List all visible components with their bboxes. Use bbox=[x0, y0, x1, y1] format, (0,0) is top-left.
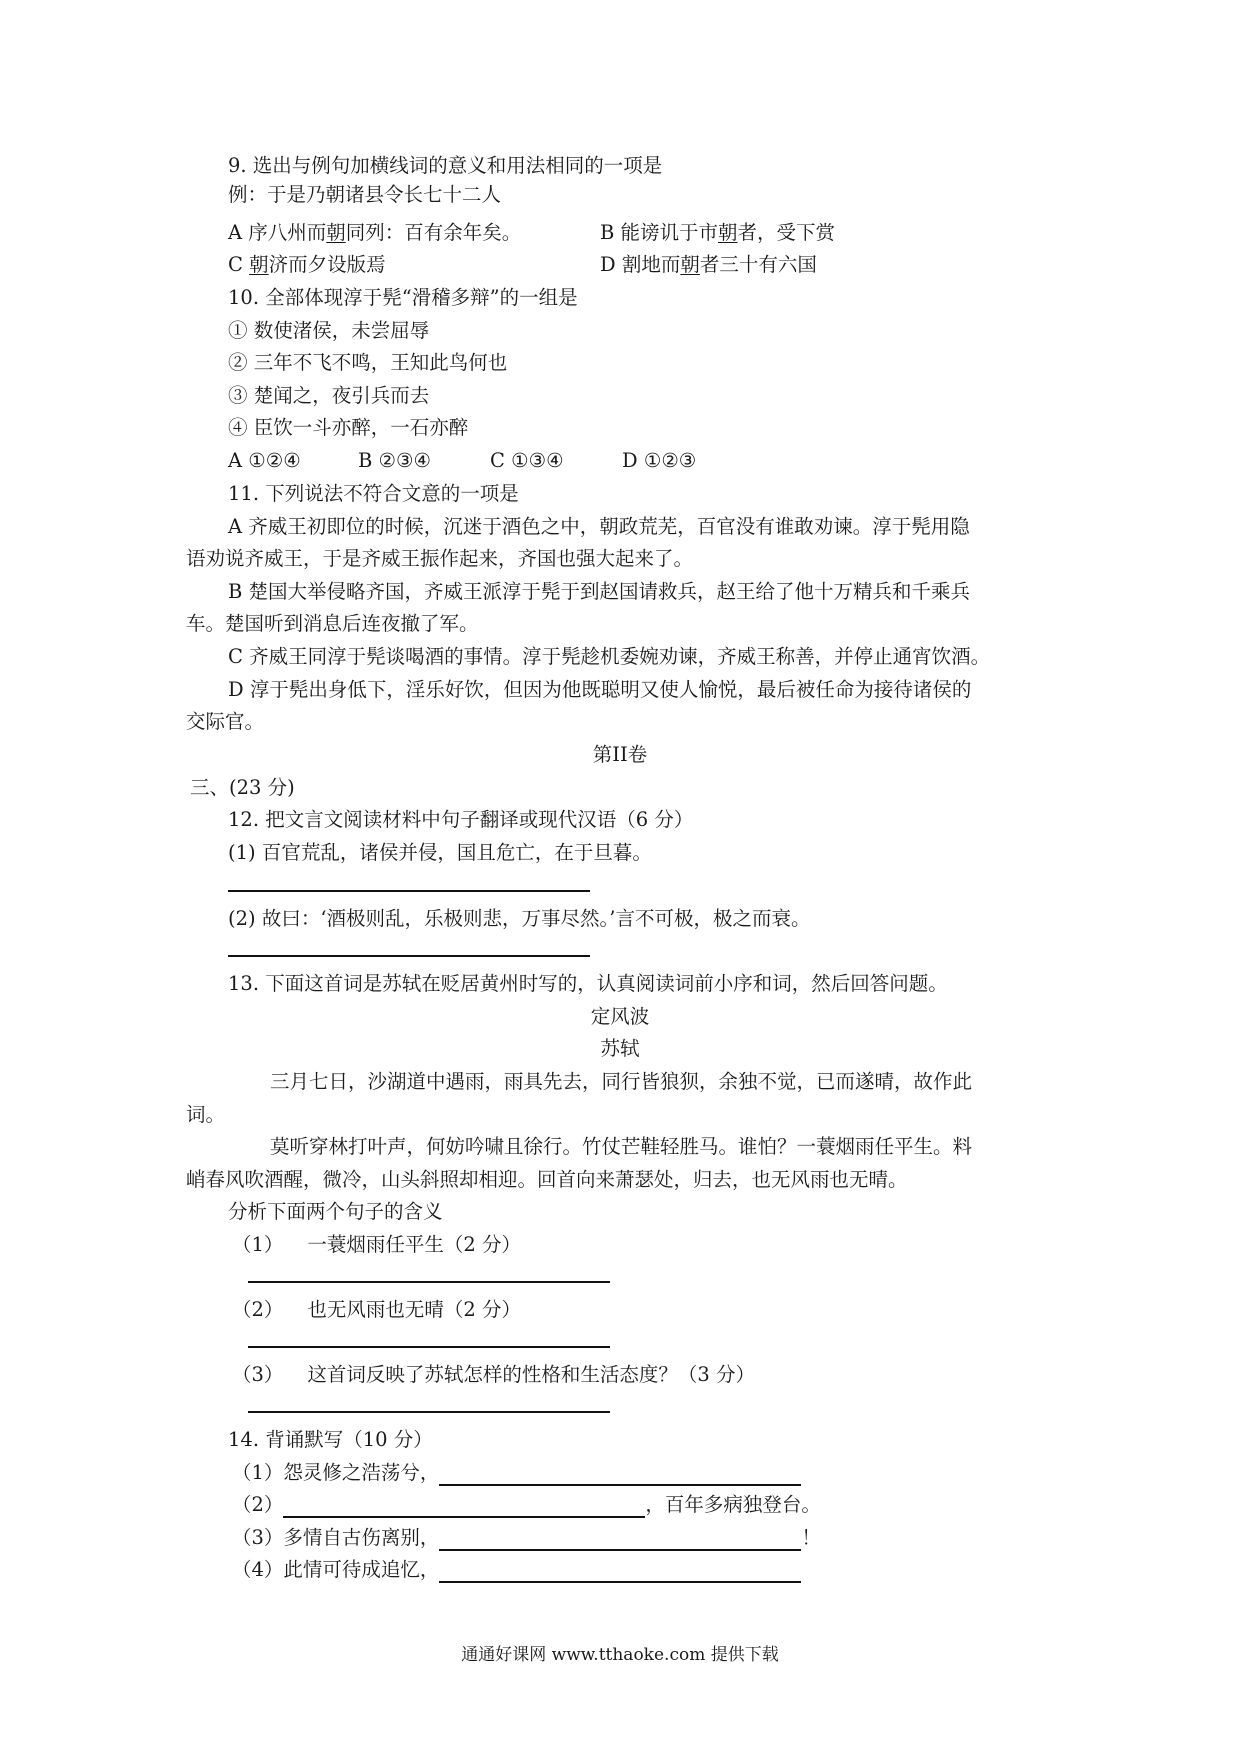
poem-preface: 三月七日，沙湖道中遇雨，雨具先去，同行皆狼狈，余独不觉，已而遂晴，故作此 bbox=[270, 1070, 973, 1093]
part2-title: 第II卷 bbox=[592, 743, 648, 766]
q9-option-c: C 朝济而夕设版焉 bbox=[228, 253, 386, 276]
q11-option-b-cont: 车。楚国听到消息后连夜撤了军。 bbox=[186, 612, 479, 635]
q9-option-b: B 能谤讥于市朝者，受下赏 bbox=[600, 221, 836, 244]
q10-option-a: A ①②④ bbox=[228, 449, 301, 472]
poem-author: 苏轼 bbox=[600, 1037, 640, 1060]
poem-text-cont: 峭春风吹酒醒，微冷，山头斜照却相迎。回首向来萧瑟处，归去，也无风雨也无晴。 bbox=[186, 1168, 908, 1191]
q10-option-c: C ①③④ bbox=[490, 449, 564, 472]
q14-line-3: （3）多情自古伤离别， ！ bbox=[232, 1526, 821, 1549]
poem-text: 莫听穿林打叶声，何妨吟啸且徐行。竹仗芒鞋轻胜马。谁怕？一蓑烟雨任平生。料 bbox=[270, 1135, 973, 1158]
q14-line-1: （1）怨灵修之浩荡兮， bbox=[232, 1460, 801, 1486]
q11-option-b: B 楚国大举侵略齐国，齐威王派淳于髡于到赵国请救兵，赵王给了他十万精兵和千乘兵 bbox=[228, 580, 971, 603]
q12-sentence-1: (1) 百官荒乱，诸侯并侵，国且危亡，在于旦暮。 bbox=[228, 841, 652, 864]
q10-item: ④ 臣饮一斗亦醉，一石亦醉 bbox=[228, 416, 469, 439]
q14-blank-3[interactable] bbox=[439, 1529, 801, 1551]
q10-stem: 10. 全部体现淳于髡“滑稽多辩”的一组是 bbox=[228, 286, 578, 309]
q12-answer-line-2[interactable] bbox=[228, 955, 590, 957]
q10-item: ③ 楚闻之，夜引兵而去 bbox=[228, 384, 430, 407]
q9-option-a: A 序八州而朝同列：百有余年矣。 bbox=[228, 221, 522, 244]
q14-blank-4[interactable] bbox=[439, 1561, 801, 1583]
q13-part-1: （1） 一蓑烟雨任平生（2 分） bbox=[232, 1233, 522, 1256]
q13-answer-line-3[interactable] bbox=[248, 1411, 610, 1413]
q14-stem: 14. 背诵默写（10 分） bbox=[228, 1428, 433, 1451]
q10-option-b: B ②③④ bbox=[358, 449, 431, 472]
q13-answer-line-2[interactable] bbox=[248, 1346, 610, 1348]
q14-line-2: （2） ，百年多病独登台。 bbox=[232, 1493, 821, 1516]
q13-part-3: （3） 这首词反映了苏轼怎样的性格和生活态度？（3 分） bbox=[232, 1363, 756, 1386]
q13-answer-line-1[interactable] bbox=[248, 1281, 610, 1283]
page-footer: 通通好课网 www.tthaoke.com 提供下载 bbox=[461, 1645, 779, 1665]
q12-answer-line-1[interactable] bbox=[228, 890, 590, 892]
poem-preface-cont: 词。 bbox=[186, 1103, 226, 1126]
q11-option-a-cont: 语劝说齐威王，于是齐威王振作起来，齐国也强大起来了。 bbox=[186, 547, 694, 570]
section3-heading: 三、(23 分) bbox=[190, 776, 295, 799]
q12-sentence-2: (2) 故曰：‘酒极则乱，乐极则悲，万事尽然。’言不可极，极之而衰。 bbox=[228, 907, 811, 930]
q14-blank-2[interactable] bbox=[283, 1496, 645, 1518]
q13-stem: 13. 下面这首词是苏轼在贬居黄州时写的，认真阅读词前小序和词，然后回答问题。 bbox=[228, 972, 948, 995]
q13-analyze: 分析下面两个句子的含义 bbox=[228, 1200, 443, 1223]
q11-option-d: D 淳于髡出身低下，淫乐好饮，但因为他既聪明又使人愉悦，最后被任命为接待诸侯的 bbox=[228, 678, 972, 701]
q14-blank-1[interactable] bbox=[439, 1464, 801, 1486]
q9-stem: 9. 选出与例句加横线词的意义和用法相同的一项是 bbox=[228, 154, 663, 177]
q9-option-d: D 割地而朝者三十有六国 bbox=[600, 253, 817, 276]
q10-option-d: D ①②③ bbox=[622, 449, 697, 472]
q14-line-4: （4）此情可待成追忆， bbox=[232, 1557, 801, 1583]
poem-title: 定风波 bbox=[590, 1005, 650, 1028]
q10-item: ① 数使渚侯，未尝屈辱 bbox=[228, 319, 430, 342]
q11-option-c: C 齐威王同淳于髡谈喝酒的事情。淳于髡趁机委婉劝谏，齐威王称善，并停止通宵饮酒。 bbox=[228, 645, 991, 668]
q12-stem: 12. 把文言文阅读材料中句子翻译或现代汉语（6 分） bbox=[228, 808, 694, 831]
q11-stem: 11. 下列说法不符合文意的一项是 bbox=[228, 482, 519, 505]
q11-option-d-cont: 交际官。 bbox=[186, 710, 265, 733]
q9-example: 例：于是乃朝诸县令长七十二人 bbox=[228, 183, 502, 206]
q11-option-a: A 齐威王初即位的时候，沉迷于酒色之中，朝政荒芜，百官没有谁敢劝谏。淳于髡用隐 bbox=[228, 515, 970, 538]
q10-item: ② 三年不飞不鸣，王知此鸟何也 bbox=[228, 351, 508, 374]
q13-part-2: （2） 也无风雨也无晴（2 分） bbox=[232, 1298, 522, 1321]
